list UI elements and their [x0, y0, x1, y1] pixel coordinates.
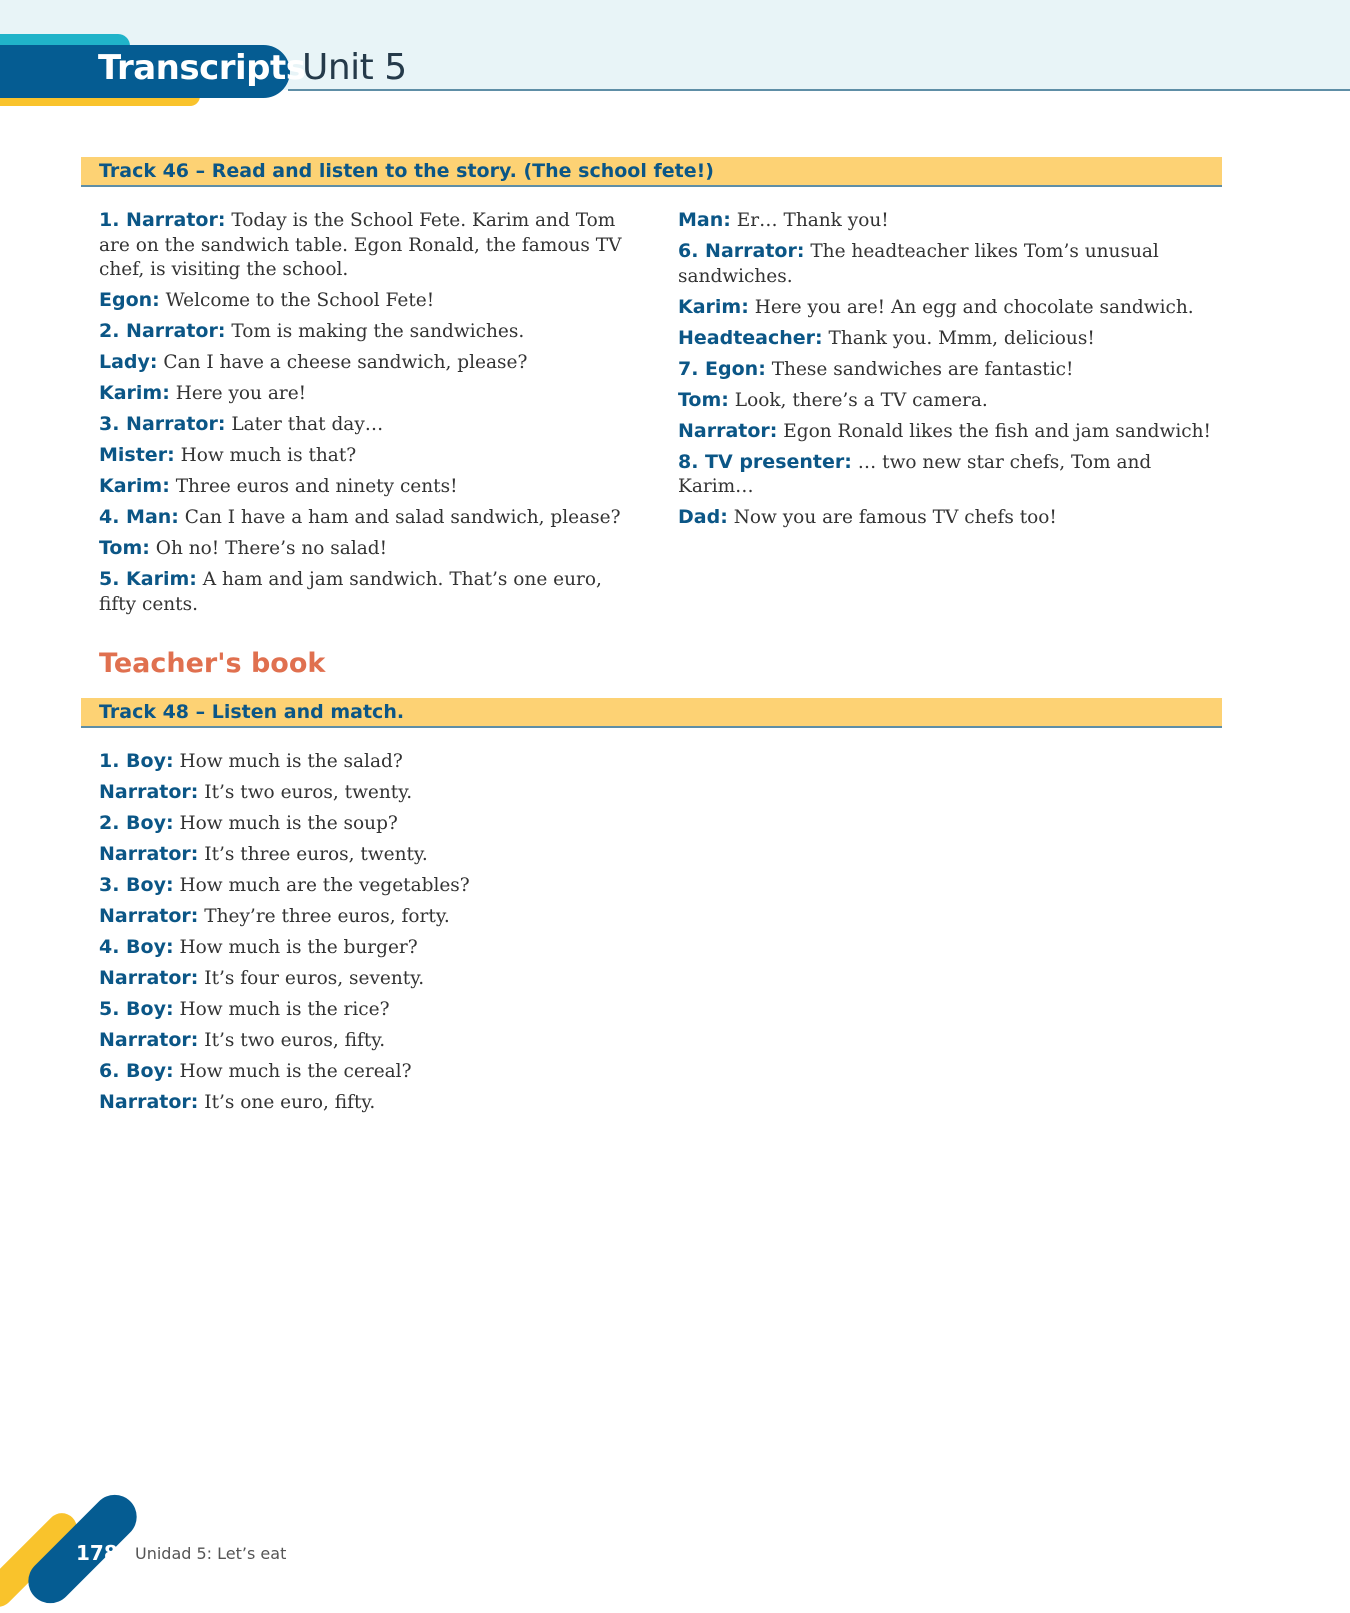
line-text: It’s two euros, fifty.	[204, 1030, 386, 1051]
speaker-label: Narrator:	[99, 843, 199, 865]
transcript-line	[99, 208, 639, 283]
transcript-line	[99, 319, 639, 345]
transcript-line	[678, 326, 1218, 352]
transcript-line	[99, 288, 639, 314]
speaker-label: Narrator:	[678, 419, 778, 442]
page-title: Transcripts	[98, 48, 306, 88]
transcript-line	[678, 419, 1218, 445]
line-text: Today is the School Fete. Karim and Tom are on the sandwich table. Egon Ronald, the famous TV chef, is visiting the school.	[99, 210, 622, 280]
speaker-label: Narrator:	[99, 967, 199, 989]
line-text: How much is the salad?	[179, 751, 403, 772]
line-text: It’s two euros, twenty.	[204, 782, 413, 803]
track-48-header	[81, 698, 1222, 728]
transcript-line	[678, 208, 1218, 234]
transcript-line	[678, 357, 1218, 383]
transcript-line	[99, 443, 639, 469]
speaker-label: 4. Boy:	[99, 936, 174, 958]
speaker-label: 2. Boy:	[99, 812, 174, 834]
page-number: 178	[76, 1541, 118, 1565]
transcript-line	[99, 904, 699, 930]
transcript-line	[678, 450, 1218, 500]
line-text: How much is the soup?	[179, 813, 398, 834]
line-text: Can I have a ham and salad sandwich, please?	[184, 507, 621, 528]
speaker-label: Mister:	[99, 444, 175, 466]
speaker-label: 8. TV presenter:	[678, 450, 852, 473]
speaker-label: Tom:	[99, 537, 150, 559]
transcript-line	[678, 388, 1218, 414]
unit-title: Unit 5	[302, 47, 407, 88]
line-text: … two new star chefs, Tom and Karim…	[678, 451, 1152, 497]
speaker-label: 1. Narrator:	[99, 209, 226, 231]
transcript-line	[678, 239, 1218, 289]
line-text: Er… Thank you!	[736, 210, 889, 231]
transcript-line	[99, 749, 699, 775]
header-rule	[288, 89, 1350, 91]
line-text: The headteacher likes Tom’s unusual sandwiches.	[678, 241, 1159, 287]
speaker-label: Egon:	[99, 289, 160, 311]
transcript-line	[99, 997, 699, 1023]
speaker-label: Karim:	[99, 475, 170, 497]
line-text: Here you are!	[175, 383, 307, 404]
speaker-label: Lady:	[99, 351, 158, 373]
speaker-label: 1. Boy:	[99, 750, 174, 772]
transcript-line	[99, 873, 699, 899]
speaker-label: Karim:	[678, 295, 749, 318]
line-text: Look, there’s a TV camera.	[734, 389, 988, 411]
speaker-label: 5. Boy:	[99, 998, 174, 1020]
transcript-line	[99, 350, 639, 376]
speaker-label: Narrator:	[99, 1091, 199, 1113]
track-46-title: Track 46 – Read and listen to the story. (The school fete!)	[99, 160, 714, 182]
transcript-line	[99, 536, 639, 562]
transcript-line	[99, 842, 699, 868]
line-text: Welcome to the School Fete!	[165, 290, 435, 311]
transcript-line	[99, 935, 699, 961]
speaker-label: 7. Egon:	[678, 357, 766, 380]
transcript-line	[678, 295, 1218, 321]
track-48-column	[99, 749, 699, 1121]
footer-unit-label: Unidad 5: Let’s eat	[135, 1544, 287, 1563]
line-text: Here you are! An egg and chocolate sandwich.	[754, 296, 1194, 318]
line-text: How much is the burger?	[179, 937, 418, 958]
section-title: Teacher's book	[99, 648, 326, 679]
line-text: They’re three euros, forty.	[204, 906, 450, 927]
transcript-line	[99, 1059, 699, 1085]
transcript-line	[99, 1090, 699, 1116]
line-text: Later that day…	[231, 414, 384, 435]
track-48-title: Track 48 – Listen and match.	[99, 701, 405, 723]
line-text: How much is that?	[180, 445, 357, 466]
track-46-left-column	[99, 208, 639, 623]
speaker-label: 3. Narrator:	[99, 413, 226, 435]
track-46-right-column	[678, 208, 1218, 536]
speaker-label: Man:	[678, 209, 731, 231]
line-text: Tom is making the sandwiches.	[231, 321, 525, 342]
speaker-label: 2. Narrator:	[99, 320, 226, 342]
speaker-label: 4. Man:	[99, 506, 179, 528]
speaker-label: Narrator:	[99, 781, 199, 803]
line-text: How much are the vegetables?	[179, 875, 470, 896]
transcript-line	[99, 412, 639, 438]
line-text: How much is the rice?	[179, 999, 390, 1020]
transcript-line	[99, 780, 699, 806]
transcript-line	[678, 505, 1218, 531]
speaker-label: Narrator:	[99, 1029, 199, 1051]
speaker-label: 6. Narrator:	[678, 240, 805, 262]
line-text: Three euros and ninety cents!	[175, 476, 458, 497]
line-text: It’s three euros, twenty.	[204, 844, 428, 865]
speaker-label: 6. Boy:	[99, 1060, 174, 1082]
speaker-label: 3. Boy:	[99, 874, 174, 896]
line-text: Egon Ronald likes the fish and jam sandwich!	[783, 420, 1211, 442]
speaker-label: Tom:	[678, 388, 729, 411]
line-text: It’s four euros, seventy.	[204, 968, 425, 989]
line-text: Now you are famous TV chefs too!	[733, 507, 1057, 528]
line-text: Thank you. Mmm, delicious!	[828, 327, 1095, 349]
line-text: Can I have a cheese sandwich, please?	[163, 352, 528, 373]
speaker-label: Dad:	[678, 506, 728, 528]
line-text: How much is the cereal?	[179, 1061, 412, 1082]
line-text: It’s one euro, fifty.	[204, 1092, 376, 1113]
transcript-line	[99, 966, 699, 992]
track-46-header	[81, 157, 1222, 187]
transcript-line	[99, 505, 639, 531]
transcript-line	[99, 474, 639, 500]
speaker-label: 5. Karim:	[99, 568, 197, 590]
speaker-label: Karim:	[99, 382, 170, 404]
transcript-line	[99, 567, 639, 617]
line-text: Oh no! There’s no salad!	[155, 538, 388, 559]
line-text: These sandwiches are fantastic!	[771, 358, 1074, 380]
speaker-label: Narrator:	[99, 905, 199, 927]
transcript-line	[99, 381, 639, 407]
speaker-label: Headteacher:	[678, 326, 823, 349]
transcript-line	[99, 811, 699, 837]
line-text: A ham and jam sandwich. That’s one euro, fifty cents.	[99, 569, 602, 615]
transcript-line	[99, 1028, 699, 1054]
